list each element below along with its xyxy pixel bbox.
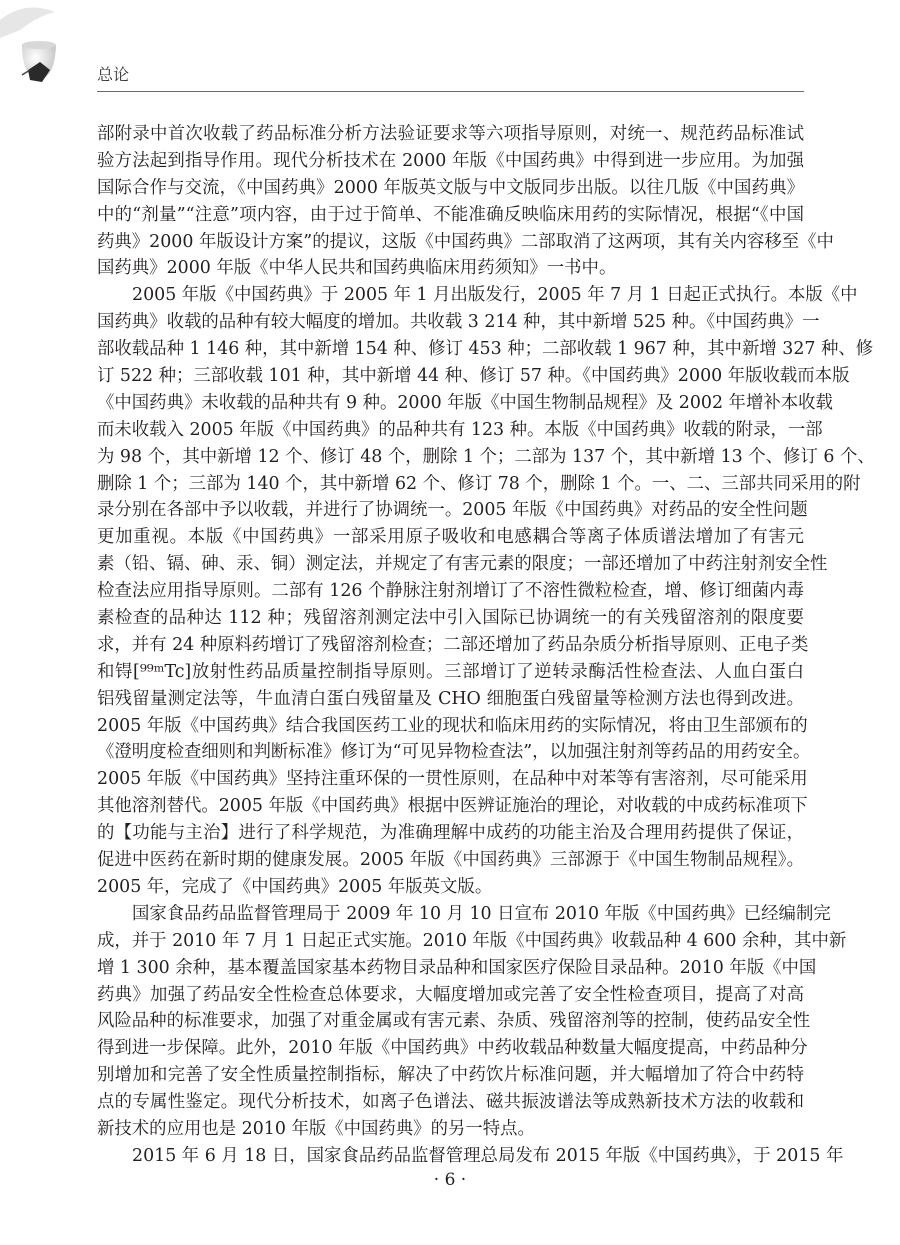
- teacup-decoration-icon: [0, 0, 90, 95]
- text-line: 部附录中首次收载了药品标准分析方法验证要求等六项指导原则，对统一、规范药品标准试: [97, 124, 804, 144]
- header-rule: [97, 91, 804, 92]
- text-line: 《澄明度检查细则和判断标准》修订为“可见异物检查法”，以加强注射剂等药品的用药安全。: [97, 742, 811, 763]
- text-line: 铝残留量测定法等，牛血清白蛋白残留量及 CHO 细胞蛋白残留量等检测方法也得到改进。: [97, 688, 804, 709]
- section-title: 总论: [97, 65, 130, 84]
- text-line: 点的专属性鉴定。现代分析技术，如离子色谱法、磁共振波谱法等成熟新技术方法的收载和: [97, 1092, 804, 1113]
- text-line: 素（铅、镉、砷、汞、铜）测定法，并规定了有害元素的限度；一部还增加了中药注射剂安全性: [97, 554, 828, 575]
- text-line: 检查法应用指导原则。二部有 126 个静脉注射剂增订了不溶性微粒检查，增、修订细菌内毒: [97, 581, 804, 602]
- text-line: 部收载品种 1 146 种，其中新增 154 种、修订 453 种；二部收载 1 967 种，其中新增 327 种、修: [97, 339, 874, 360]
- text-line: 验方法起到指导作用。现代分析技术在 2000 年版《中国药典》中得到进一步应用。为加强: [97, 150, 804, 171]
- body-text: [97, 121, 875, 1170]
- text-line: 成，并于 2010 年 7 月 1 日起正式实施。2010 年版《中国药典》收载品种 4 600 余种，其中新: [97, 930, 847, 951]
- text-line: 而未收载入 2005 年版《中国药典》的品种共有 123 种。本版《中国药典》收载的附录，一部: [97, 419, 823, 440]
- page-number: · 6 ·: [433, 1170, 467, 1190]
- text-line: 得到进一步保障。此外，2010 年版《中国药典》中药收载品种数量大幅度提高，中药品种分: [97, 1038, 808, 1059]
- text-line: 2005 年，完成了《中国药典》2005 年版英文版。: [97, 876, 493, 897]
- text-line: 2005 年版《中国药典》结合我国医药工业的现状和临床用药的实际情况，将由卫生部颁布的: [97, 715, 808, 736]
- text-line: 订 522 种；三部收载 101 种，其中新增 44 种、修订 57 种。《中国药典》2000 年版收载而本版: [97, 366, 850, 387]
- text-line: 的【功能与主治】进行了科学规范，为准确理解中成药的功能主治及合理用药提供了保证，: [97, 823, 804, 844]
- text-line: 求，并有 24 种原料药增订了残留溶剂检查；二部还增加了药品杂质分析指导原则、正电子类: [97, 634, 809, 655]
- text-line: 国药典》收载的品种有较大幅度的增加。共收载 3 214 种，其中新增 525 种。《中国药典》一: [97, 312, 820, 333]
- text-line: 国际合作与交流，《中国药典》2000 年版英文版与中文版同步出版。以往几版《中国药典》: [97, 177, 804, 198]
- text-line: 药典》加强了药品安全性检查总体要求，大幅度增加或完善了安全性检查项目，提高了对高: [97, 984, 804, 1005]
- text-line: 促进中医药在新时期的健康发展。2005 年版《中国药典》三部源于《中国生物制品规程》。: [97, 850, 804, 871]
- paragraph: [97, 121, 834, 282]
- text-line: 风险品种的标准要求，加强了对重金属或有害元素、杂质、残留溶剂等的控制，使药品安全性: [97, 1011, 811, 1032]
- text-line: 录分别在各部中予以收载，并进行了协调统一。2005 年版《中国药典》对药品的安全性问题: [97, 500, 808, 521]
- text-line: 更加重视。本版《中国药典》一部采用原子吸收和电感耦合等离子体质谱法增加了有害元: [97, 527, 804, 548]
- text-line: 2015 年 6 月 18 日，国家食品药品监督管理总局发布 2015 年版《中国药典》，于 2015 年: [132, 1145, 844, 1166]
- paragraph: [97, 901, 847, 1143]
- text-line: 2005 年版《中国药典》坚持注重环保的一贯性原则，在品种中对苯等有害溶剂，尽可能采用: [97, 769, 808, 790]
- text-line: 中的“剂量”“注意”项内容，由于过于简单、不能准确反映临床用药的实际情况，根据“《中国: [97, 204, 804, 225]
- text-line: 药典》2000 年版设计方案”的提议，这版《中国药典》二部取消了这两项，其有关内容移至《中: [97, 231, 834, 252]
- text-line: 删除 1 个；三部为 140 个，其中新增 62 个、修订 78 个，删除 1 个。一、二、三部共同采用的附: [97, 473, 861, 494]
- text-line: 国药典》2000 年版《中华人民共和国药典临床用药须知》一书中。: [97, 258, 617, 279]
- text-line: 新技术的应用也是 2010 年版《中国药典》的另一特点。: [97, 1118, 535, 1139]
- text-line: 别增加和完善了安全性质量控制指标，解决了中药饮片标准问题，并大幅增加了符合中药特: [97, 1065, 804, 1086]
- paragraph: [97, 1143, 844, 1170]
- text-line: 和锝[⁹⁹ᵐTc]放射性药品质量控制指导原则。三部增订了逆转录酶活性检查法、人血白蛋白: [97, 661, 804, 682]
- text-line: 《中国药典》未收载的品种共有 9 种。2000 年版《中国生物制品规程》及 2002 年增补本收载: [97, 392, 833, 413]
- text-line: 国家食品药品监督管理局于 2009 年 10 月 10 日宣布 2010 年版《中国药典》已经编制完: [132, 903, 831, 924]
- text-line: 素检查的品种达 112 种；残留溶剂测定法中引入国际已协调统一的有关残留溶剂的限度要: [97, 608, 804, 629]
- paragraph: [97, 282, 875, 900]
- text-line: 为 98 个，其中新增 12 个、修订 48 个，删除 1 个；二部为 137 个，其中新增 13 个、修订 6 个、: [97, 446, 875, 467]
- text-line: 增 1 300 余种，基本覆盖国家基本药物目录品种和国家医疗保险目录品种。2010 年版《中国: [97, 957, 817, 978]
- text-line: 其他溶剂替代。2005 年版《中国药典》根据中医辨证施治的理论，对收载的中成药标准项下: [97, 796, 808, 817]
- text-line: 2005 年版《中国药典》于 2005 年 1 月出版发行，2005 年 7 月 1 日起正式执行。本版《中: [132, 285, 858, 306]
